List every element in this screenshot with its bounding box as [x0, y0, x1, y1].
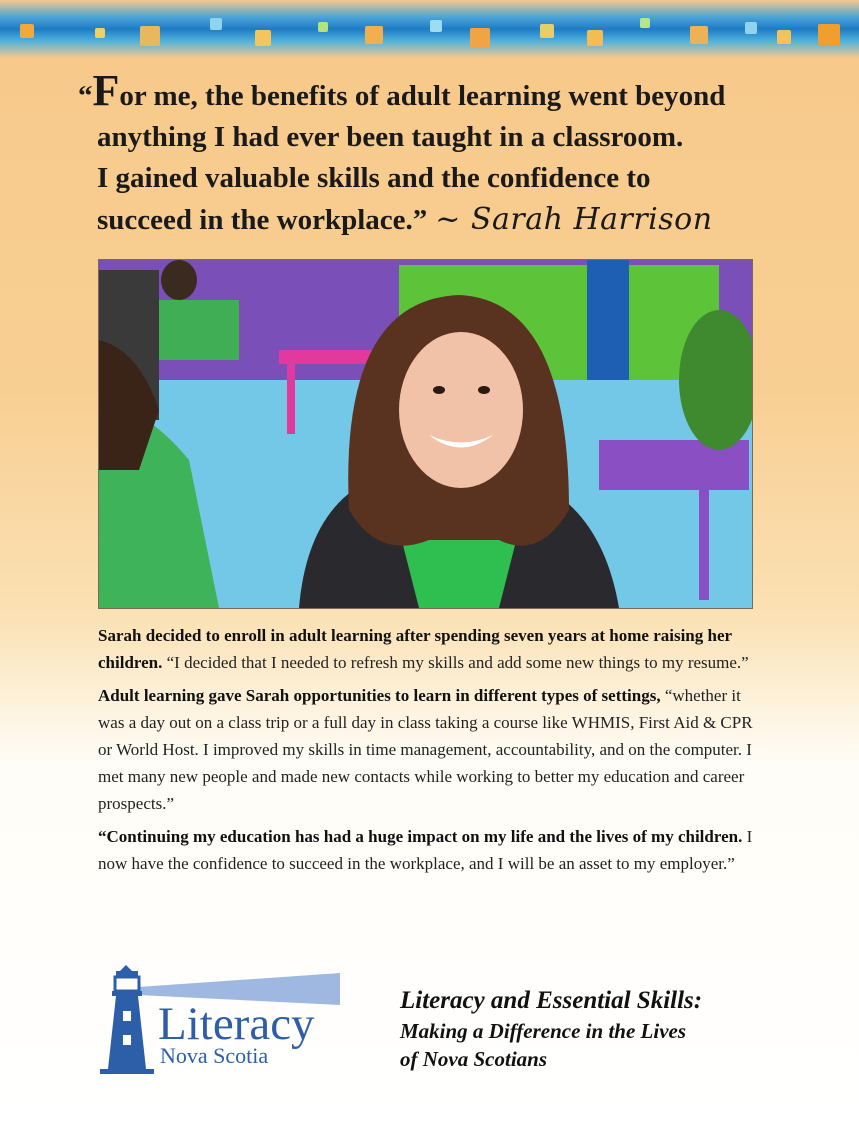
literacy-nova-scotia-logo [98, 965, 348, 1080]
quote-line-4: succeed in the workplace.” ~ Sarah Harrison [97, 202, 713, 237]
paragraph-2: Adult learning gave Sarah opportunities to learn in different types of settings, “whether it was a day out on a class trip or a full day in class taking a course like WHMIS, First Aid & CPR or World Host. I improved my skills in time management, accountability, and on the computer. I met many new people and made new contacts while working to better my education and career prospects.” [98, 686, 753, 813]
mosaic-banner [0, 0, 859, 58]
logo-wordmark-literacy: Literacy [158, 998, 315, 1050]
paragraph-1: Sarah decided to enroll in adult learning after spending seven years at home raising her children. “I decided that I needed to refresh my skills and add some new things to my resume.” [98, 626, 749, 672]
quote-line-3: I gained valuable skills and the confidence to [97, 162, 651, 194]
tagline-line-3: of Nova Scotians [400, 1047, 547, 1071]
tagline-line-2: Making a Difference in the Lives [400, 1019, 687, 1043]
paragraph-3: “Continuing my education has had a huge impact on my life and the lives of my children. I now have the confidence to succeed in the workplace, and I will be an asset to my employer.” [98, 827, 753, 873]
quote-attribution: ~ Sarah Harrison [435, 202, 713, 237]
testimonial-quote [78, 66, 778, 241]
portrait-photo [98, 259, 753, 609]
logo-wordmark-nova-scotia: Nova Scotia [160, 1043, 269, 1068]
classroom-photo-illustration [99, 260, 752, 608]
drop-letter: F [92, 66, 120, 115]
open-quote-mark: “ [78, 80, 93, 112]
tagline-line-1: Literacy and Essential Skills: [400, 987, 703, 1014]
quote-line-1: “For me, the benefits of adult learning went beyond [78, 66, 726, 115]
tagline [400, 985, 820, 1073]
quote-line-2: anything I had ever been taught in a classroom. [97, 121, 684, 153]
story-body [98, 622, 758, 883]
